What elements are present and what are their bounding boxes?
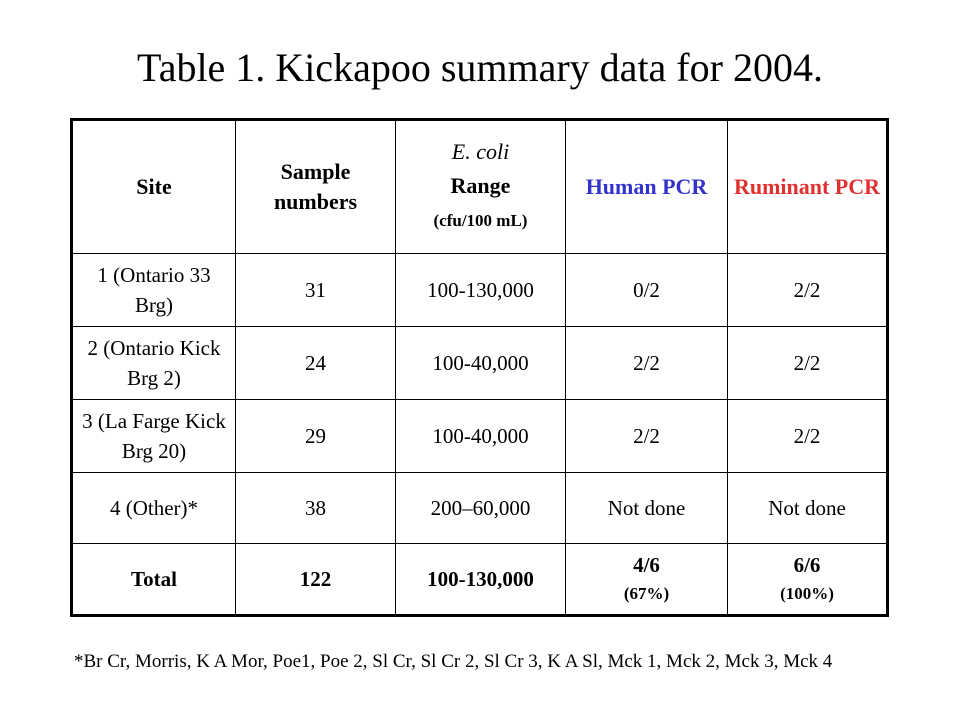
cell-samples: 24 xyxy=(236,327,396,400)
page-title: Table 1. Kickapoo summary data for 2004. xyxy=(137,45,823,90)
total-human-percent: (67%) xyxy=(623,584,670,603)
cell-samples: 29 xyxy=(236,400,396,473)
cell-ruminant: 2/2 xyxy=(728,327,888,400)
cell-human: 2/2 xyxy=(566,327,728,400)
cell-range: 200–60,000 xyxy=(396,473,566,544)
table-row xyxy=(72,327,888,400)
cell-site: 1 (Ontario 33 Brg) xyxy=(72,254,236,327)
cell-range: 100-40,000 xyxy=(396,400,566,473)
total-human-cell xyxy=(566,544,728,616)
header-row xyxy=(72,120,888,254)
total-human: 4/6 xyxy=(633,553,660,577)
header-site: Site xyxy=(72,120,236,254)
cell-ruminant: 2/2 xyxy=(728,400,888,473)
total-samples: 122 xyxy=(236,544,396,616)
header-ecoli xyxy=(396,120,566,254)
cell-human: Not done xyxy=(566,473,728,544)
footnote: *Br Cr, Morris, K A Mor, Poe1, Poe 2, Sl Cr, Sl Cr 2, Sl Cr 3, K A Sl, Mck 1, Mck 2, Mck 3, Mck 4 xyxy=(74,651,833,672)
cell-samples: 31 xyxy=(236,254,396,327)
header-ecoli-unit: (cfu/100 mL) xyxy=(433,211,528,230)
cell-ruminant: Not done xyxy=(728,473,888,544)
cell-range: 100-130,000 xyxy=(396,254,566,327)
table-row xyxy=(72,400,888,473)
cell-site: 4 (Other)* xyxy=(72,473,236,544)
cell-site: 3 (La Farge Kick Brg 20) xyxy=(72,400,236,473)
header-ecoli-range: Range xyxy=(450,173,511,198)
cell-samples: 38 xyxy=(236,473,396,544)
table-row xyxy=(72,254,888,327)
header-ecoli-title: E. coli xyxy=(451,139,510,164)
total-ruminant-percent: (100%) xyxy=(780,584,834,603)
total-label: Total xyxy=(72,544,236,616)
cell-human: 0/2 xyxy=(566,254,728,327)
cell-range: 100-40,000 xyxy=(396,327,566,400)
table-row xyxy=(72,473,888,544)
header-ruminant-pcr: Ruminant PCR xyxy=(728,120,888,254)
total-ruminant-cell xyxy=(728,544,888,616)
cell-human: 2/2 xyxy=(566,400,728,473)
total-ruminant: 6/6 xyxy=(793,553,821,577)
cell-ruminant: 2/2 xyxy=(728,254,888,327)
header-human-pcr: Human PCR xyxy=(566,120,728,254)
header-sample-numbers: Sample numbers xyxy=(236,120,396,254)
total-range: 100-130,000 xyxy=(396,544,566,616)
cell-site: 2 (Ontario Kick Brg 2) xyxy=(72,327,236,400)
total-row xyxy=(72,544,888,616)
summary-table xyxy=(70,118,889,617)
